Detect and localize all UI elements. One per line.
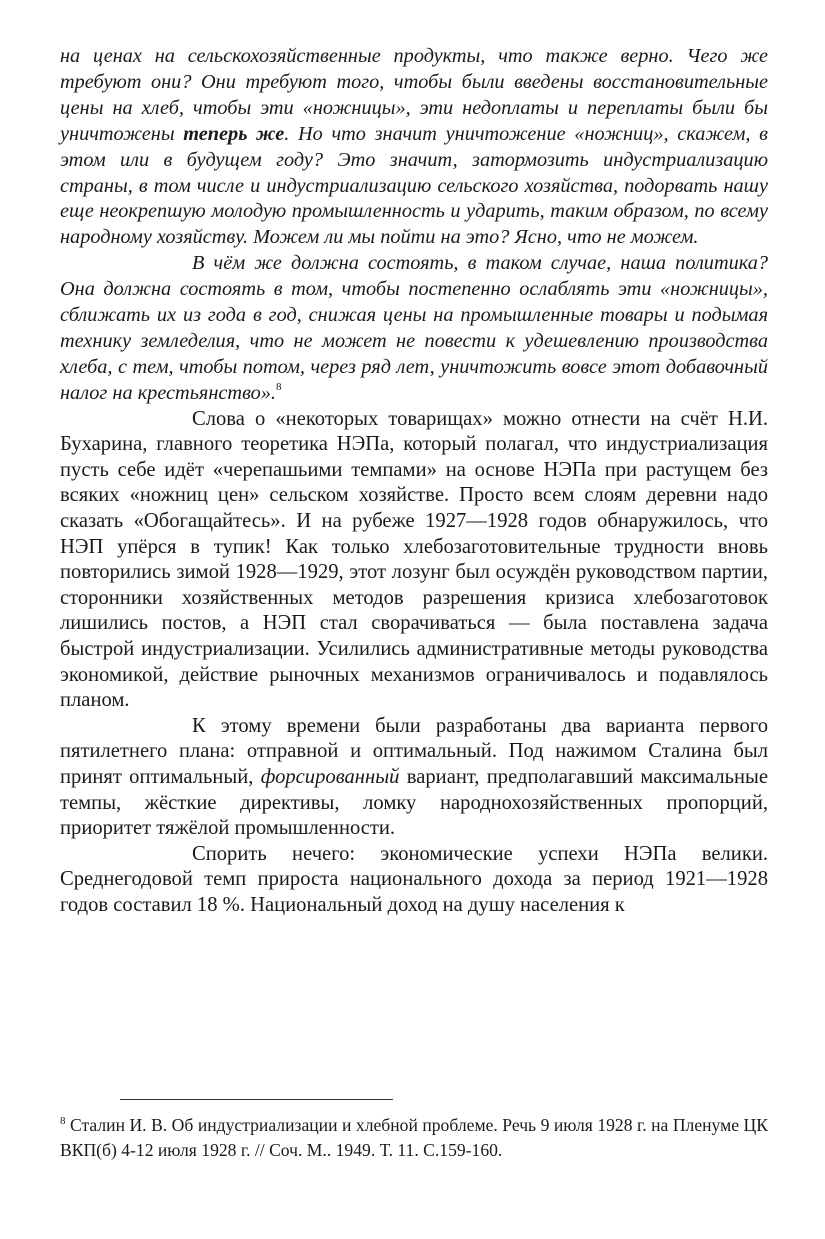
footnote-number: 8	[60, 1115, 66, 1127]
footnote-reference[interactable]: 8	[275, 380, 282, 393]
emphasis-now: теперь же	[183, 122, 285, 145]
stalin-quote	[60, 44, 768, 407]
body-paragraph-nep-success: Спорить нечего: экономические успехи НЭПа велики. Среднегодовой темп прироста национального дохода за период 1921—1928 годов составил 18 %. Национальный доход на душу населения к	[60, 842, 768, 916]
quote-paragraph-1: на ценах на сельскохозяйственные продукты, что также верно. Чего же требуют они? Они требуют того, чтобы были введены восстановительные цены на хлеб, чтобы эти «ножницы», эти недоплаты и переплаты были бы уничтожены теперь же. Но что значит уничтожение «ножниц», скажем, в этом или в будущем году? Это значит, затормозить индустриализацию страны, в том числе и индустриализацию сельского хозяйства, подорвать нашу еще неокрепшую молодую промышленность и ударить, таким образом, по всему народному хозяйству. Можем ли мы пойти на это? Ясно, что не можем.	[60, 45, 768, 249]
page-content	[60, 44, 768, 919]
emphasis-forced: форсированный	[260, 766, 400, 788]
body-paragraph-five-year-plan: К этому времени были разработаны два варианта первого пятилетнего плана: отправной и оптимальный. Под нажимом Сталина был принят оптимальный, форсированный вариант, предполагавший максимальные темпы, жёсткие директивы, ломку народнохозяйственных пропорций, приоритет тяжёлой промышленности.	[60, 714, 768, 840]
body-paragraph-bukharin: Слова о «некоторых товарищах» можно отнести на счёт Н.И. Бухарина, главного теоретика НЭПа, который полагал, что индустриализация пусть себе идёт «черепашьими темпами» на основе НЭПа при растущем без всяких «ножниц цен» сельском хозяйстве. Просто всем слоям деревни надо сказать «Обогащайтесь». И на рубеже 1927—1928 годов обнаружилось, что НЭП упёрся в тупик! Как только хлебозаготовительные трудности вновь повторились зимой 1928—1929, этот лозунг был осуждён руководством партии, сторонники хозяйственных методов разрешения кризиса хлебозаготовок лишились постов, а НЭП стал сворачиваться — была поставлена задача быстрой индустриализации. Усилились административные методы руководства экономикой, действие рыночных механизмов ограничивалось и подавлялось планом.	[60, 407, 768, 712]
footnote-divider	[120, 1099, 393, 1100]
footnote-text: Сталин И. В. Об индустриализации и хлебной проблеме. Речь 9 июля 1928 г. на Пленуме ЦК ВКП(б) 4-12 июля 1928 г. // Соч. М.. 1949. Т. 11. С.159-160.	[60, 1115, 768, 1160]
main-text	[60, 407, 768, 919]
quote-paragraph-2: В чём же должна состоять, в таком случае, наша политика? Она должна состоять в том, чтобы постепенно ослаблять эти «ножницы», сближать их из года в год, снижая цены на промышленные товары и подымая технику земледелия, что не может не повести к удешевлению производства хлеба, с тем, чтобы потом, через ряд лет, уничтожить вовсе этот добавочный налог на крестьянство».$^8$	[60, 252, 768, 404]
footnote	[60, 1113, 768, 1162]
